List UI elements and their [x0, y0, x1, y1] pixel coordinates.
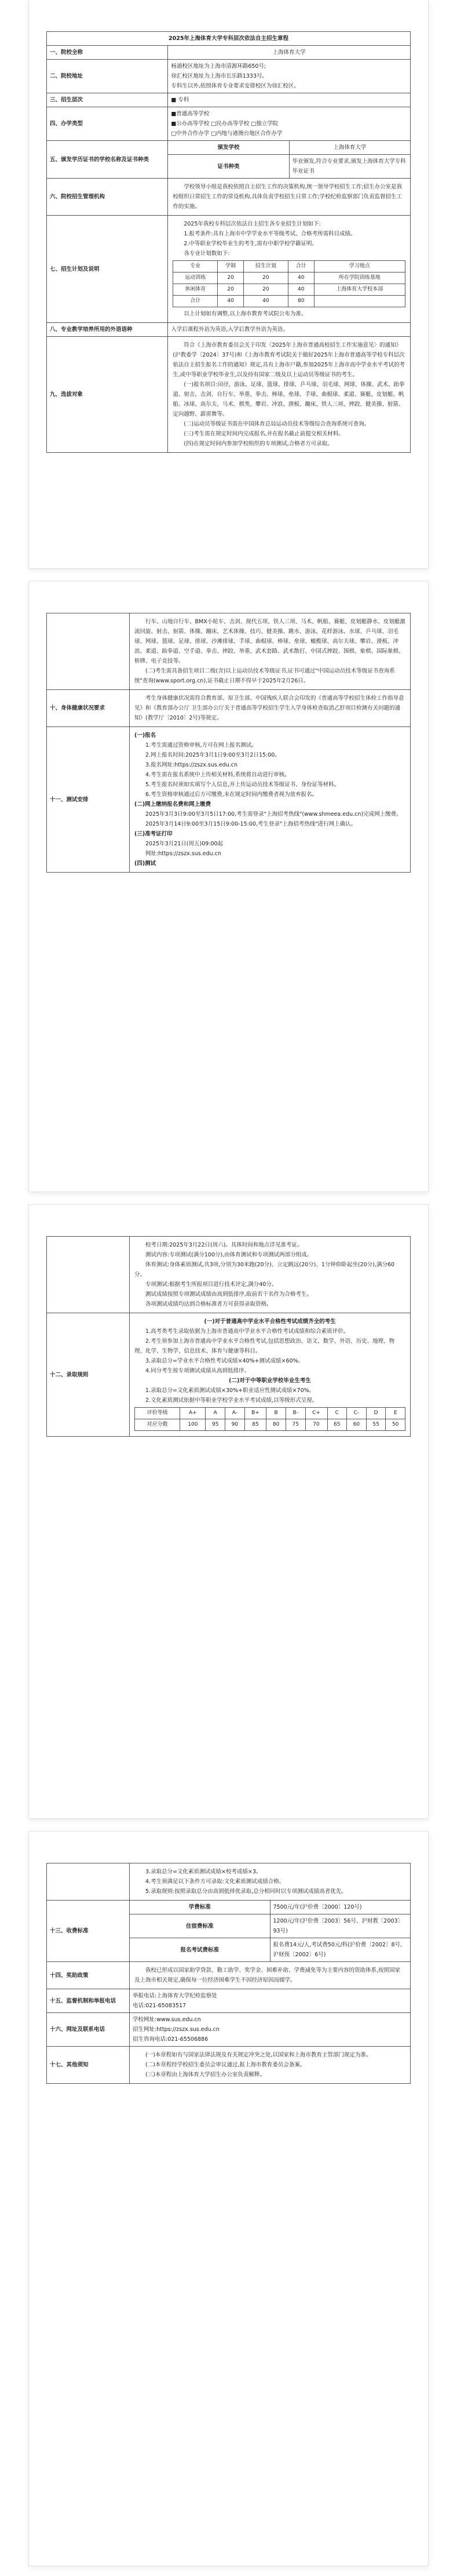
- document-title: 2025年上海体育大学专科层次依法自主招生章程: [47, 32, 411, 46]
- test-paragraph: 校考日期:2025年3月22日(周六)。具体时间和地点详见准考证。: [145, 1242, 303, 1248]
- plan-item: 1.报考条件:具有上海市中学学业水平等级考试、合格考所需科目成绩。: [184, 231, 356, 237]
- test-paragraph: 3.报名网址:https://zszx.sus.edu.cn: [145, 762, 237, 768]
- grade-cell: 75: [286, 1419, 305, 1431]
- plan-cell: 休闲体育: [173, 284, 218, 296]
- grade-cell: 85: [244, 1419, 266, 1431]
- test-paragraph: 专项测试:根据考生所报项目进行技术评定,满分40分。: [145, 1281, 277, 1288]
- contact-line: 学校网址:www.sus.edu.cn: [133, 2017, 201, 2023]
- target-paragraph: (二)运动员等级证书需在中国体育总局运动员技术等级综合查询系统可查询。: [184, 421, 370, 427]
- fee-exam-label: 报名考试费标准: [130, 1938, 270, 1962]
- value-aid: [130, 1962, 411, 1989]
- test-heading: (四)测试: [134, 860, 156, 867]
- admission-paragraph: 2.考生须参加上海市普通高中学业水平合格性考试,包括思想政治、语文、数学、外语、历史、地理、物理、化学、生物学、信息技术、体育与健康等科目。: [134, 1338, 395, 1354]
- row-address: [47, 60, 411, 93]
- label-plan: 七、招生计划及说明: [47, 216, 168, 323]
- plan-cell: 20: [218, 273, 244, 284]
- label-target-cont: [47, 613, 130, 690]
- label-type: 四、办学类型: [47, 107, 168, 141]
- charter-table-page4: [46, 1863, 411, 2084]
- grade-table: [134, 1407, 405, 1431]
- label-level: 三、招生层次: [47, 93, 168, 107]
- document-page-1: [29, 0, 428, 568]
- label-test-cont: [47, 1237, 130, 1313]
- type-option-line: ■普通高等学校: [171, 111, 210, 117]
- value-address: [168, 60, 411, 93]
- row-supervision: [47, 1989, 411, 2013]
- target-paragraph: 行车、山地自行车、BMX小轮车、击剑、现代五项、铁人三项、马术、帆船、赛艇、皮划艇静水、皮划艇激流回旋、射击、射箭、体操、蹦床、艺术体操、技巧、健美操、跳水、游泳、花样游泳、水球、乒乓球、羽毛球、网球、篮球、足球、排球、沙滩排球、手球、曲棍球、棒球、垒球、橄榄球、高尔夫球、攀岩、滑板、冲浪、柔道、跆拳道、空手道、拳击、摔跤、举重、武术套路、武术散打、中国式摔跤、围棋、象棋、国际象棋、桥牌、电子竞技等。: [134, 619, 405, 664]
- contact-line: 招生网址:https://zszx.sus.edu.cn: [133, 2026, 220, 2033]
- label-supervision: 十五、监督机制和举报电话: [47, 1989, 130, 2013]
- supervision-line: 电话:021-65083517: [133, 2003, 187, 2009]
- sublabel-school: 颁发学校: [168, 141, 289, 155]
- grade-cell: 50: [386, 1419, 405, 1431]
- admission-paragraph: 3.录取总分=学业水平合格性考试成绩×40%+测试成绩×60%。: [145, 1358, 304, 1364]
- target-paragraph: (一)报名项目:田径、游泳、足球、篮球、排球、乒乓球、羽毛球、网球、体操、武术、跆拳道、射击、击剑、自行车、举重、拳击、棒球、垒球、手球、曲棍球、柔道、赛艇、皮划艇、帆船、冰球、高尔夫、马术、棋类、攀岩、冲浪、滑板、蹦床、铁人三项、摔跤、健美操、射箭、定向越野、霹雳舞等。: [173, 382, 405, 417]
- grade-cell: B+: [244, 1408, 266, 1419]
- row-contact: [47, 2013, 411, 2047]
- admission-heading: (二)对于中等职业学校毕业生考生: [229, 1378, 311, 1384]
- target-paragraph: 符合《上海市教育委员会关于印发〈2025年上海市普通高校招生工作实施意见〉的通知》(沪教委学〔2024〕37号)和《上海市教育考试院关于做好2025年上海市普通高等学校专科层次依法自主招生报名工作的通知》规定,具有上海市户籍,参加2025年上海市高中学业水平考试的考生,或中等职业学校毕业生,以及持有国家二级及以上运动员等级证书的考生。: [173, 342, 405, 378]
- row-certificate-school: [47, 141, 411, 155]
- fee-housing-label: 住宿费标准: [130, 1914, 270, 1938]
- label-contact: 十六、网址及联系电话: [47, 2013, 130, 2047]
- plan-cell: 20: [218, 284, 244, 296]
- label-other: 十七、其他须知: [47, 2047, 130, 2084]
- grade-cell: C-: [347, 1408, 367, 1419]
- test-paragraph: 2025年3月14日9:00至3月15日9:00-15:00,考生登录"上海招考热线"进行网上确认。: [145, 821, 357, 827]
- row-other: [47, 2047, 411, 2084]
- label-address: 二、院校地址: [47, 60, 168, 93]
- plan-table-row: [173, 296, 405, 307]
- row-admin: [47, 179, 411, 216]
- value-target: [168, 337, 411, 453]
- admission-paragraph: 4.考生须满足以下条件方可录取:文化素质测试成绩合格。: [145, 1879, 285, 1885]
- grade-cell: C: [327, 1408, 347, 1419]
- charter-table-page3: [46, 1236, 411, 1437]
- grade-cell: E: [386, 1408, 405, 1419]
- health-paragraph: 考生身体健康状况需符合教育部、原卫生部、中国残疾人联合会印发的《普通高等学校招生体检工作指导意见》和《教育部办公厅 卫生部办公厅关于普通高等学校招生学生入学身体检查取消乙肝项目检测有关问题的通知》(教学厅〔2010〕2号)等规定。: [134, 695, 404, 721]
- plan-cell: 40: [288, 284, 314, 296]
- label-health: 十、身体健康状况要求: [47, 690, 130, 727]
- label-admin: 六、院校招生管理机构: [47, 179, 168, 216]
- grade-cell: 65: [327, 1419, 347, 1431]
- test-paragraph: 测试成绩按照专项测试成绩由高到低排序,取前若干名作为合格考生。: [145, 1291, 313, 1298]
- test-paragraph: 6.考生资格审核通过后方可缴费,未在规定时间内缴费者视为放弃报名。: [145, 791, 318, 798]
- grade-cell: D: [366, 1408, 386, 1419]
- plan-note2: 以上计划如有调整,以上海市教育考试院公布为准。: [184, 311, 307, 317]
- grade-cell: 对应分数: [135, 1419, 180, 1431]
- label-certificate: 五、颁发学历证书的学校名称及证书种类: [47, 141, 168, 179]
- row-target-cont: [47, 613, 411, 690]
- plan-cell: 40: [288, 273, 314, 284]
- fee-housing-value: 1200元/年(沪价费〔2003〕56号、沪财教〔2003〕93号): [270, 1914, 411, 1938]
- fee-tuition-value: 7500元/年(沪价费〔2000〕120号): [270, 1901, 411, 1914]
- admission-paragraph: 4.同分考生按专项测试成绩从高到低排序。: [145, 1368, 250, 1374]
- document-page-3: [29, 1205, 428, 1818]
- row-test: [47, 727, 411, 873]
- admission-paragraph: 1.录取总分=文化素质测试成绩×30%+职业适应性测试成绩×70%。: [145, 1387, 315, 1394]
- value-language: 入学后课程外语为英语,入学后教学外语为英语。: [168, 323, 411, 337]
- row-health: [47, 690, 411, 727]
- value-health: [130, 690, 411, 727]
- value-cert-school: 上海体育大学: [289, 141, 410, 155]
- value-school-name: 上海体育大学: [168, 46, 411, 60]
- grade-score-row: [135, 1419, 405, 1431]
- plan-head-cell: 学制: [218, 261, 244, 273]
- admission-heading: (一)对于普通高中学业水平合格性考试成绩齐全的考生: [204, 1318, 336, 1325]
- row-type: [47, 107, 411, 141]
- target-paragraph: (三)考生需在规定时间内完成报名,并在报名截止前提交相关材料。: [184, 431, 344, 437]
- grade-cell: 55: [366, 1419, 386, 1431]
- value-contact: [130, 2013, 411, 2047]
- plan-cell: 20: [243, 284, 288, 296]
- grade-cell: 60: [347, 1419, 367, 1431]
- type-option-line: □中外合作办学 □内地与港澳台地区合作办学: [171, 130, 283, 137]
- plan-intro: 2025年我校专科层次依法自主招生各专业招生计划如下:: [184, 221, 321, 227]
- test-paragraph: 体育测试:身体素质测试,共3项,分别为30米跑(20分)、立定跳远(20分)、1分钟仰卧起坐(20分),满分60分。: [134, 1262, 395, 1278]
- plan-cell: 上海体育大学校本部: [314, 284, 405, 296]
- plan-cell: 20: [243, 273, 288, 284]
- label-test: 十一、测试安排: [47, 727, 130, 873]
- target-paragraph: (二)考生需具备招生项目二级(含)以上运动员技术等级证书,证书可通过"中国运动员技术等级证书查询系统"查询(www.sport.org.cn),证书截止日期不得早于2025年2月26日。: [134, 668, 395, 684]
- document-page-2: [29, 582, 428, 1191]
- value-test: [130, 727, 411, 873]
- test-heading: (三)准考证打印: [134, 831, 173, 837]
- test-paragraph: 各项测试成绩均达到合格标准者方可获得录取资格。: [145, 1301, 272, 1307]
- grade-cell: 80: [266, 1419, 286, 1431]
- row-language: [47, 323, 411, 337]
- value-supervision: [130, 1989, 411, 2013]
- value-level: ■ 专科: [168, 93, 411, 107]
- value-admission-cont: [130, 1863, 411, 1901]
- test-paragraph: 网址:https://zszx.sus.edu.cn: [145, 851, 221, 857]
- row-admission: [47, 1313, 411, 1437]
- grade-cell: 100: [180, 1419, 206, 1431]
- plan-cell: 80: [288, 296, 314, 307]
- plan-head-cell: 合计: [288, 261, 314, 273]
- row-school-name: [47, 46, 411, 60]
- value-cert-type: 毕业颁发,符合专业要求,颁发上海体育大学专科毕业证书: [289, 155, 410, 179]
- fee-exam-value: 报名费14元/人,考试费50元/科(沪价费〔2002〕8号,沪财预〔2002〕6号): [270, 1938, 411, 1962]
- plan-note: 各专业计划数如下:: [184, 250, 230, 257]
- target-paragraph: (四)在规定时间内参加学校组织的专项测试,合格者方可录取。: [184, 441, 333, 447]
- other-paragraph: (一)本章程如有与国家法律法规及有关规定冲突之处,以国家和上海市教育主管部门规定为准。: [145, 2052, 372, 2058]
- plan-table-row: [173, 284, 405, 296]
- label-language: 八、专业教学培养所用的外语语种: [47, 323, 168, 337]
- plan-cell: 40: [243, 296, 288, 307]
- sublabel-cert-type: 证书种类: [168, 155, 289, 179]
- plan-cell: 所在学院训练基地: [314, 273, 405, 284]
- grade-cell: B-: [286, 1408, 305, 1419]
- plan-head-cell: 专业: [173, 261, 218, 273]
- test-paragraph: 2025年3月21日(周五)09:00起: [145, 841, 224, 847]
- admin-paragraph: 学校领导小组是我校依照自主招生工作的决策机构,统一领导学校招生工作;招生办公室是我校组织日常招生工作的常设机构,具体负责学校招生日常工作;学校纪检监察部门负责监督招生工作的实施。: [173, 184, 403, 210]
- fee-tuition-label: 学费标准: [130, 1901, 270, 1914]
- row-test-cont: [47, 1237, 411, 1313]
- test-paragraph: 1.考生需通过资格审核,方可在网上报名测试。: [145, 742, 257, 749]
- grade-cell: C+: [305, 1408, 327, 1419]
- label-admission: 十二、录取规则: [47, 1313, 130, 1437]
- grade-cell: A+: [180, 1408, 206, 1419]
- grade-cell: 95: [206, 1419, 225, 1431]
- admission-paragraph: 5.录取规则:按照录取总分由高到低择优录取,总分相同时以专项测试成绩高者优先。: [145, 1888, 347, 1895]
- value-plan: [168, 216, 411, 323]
- grade-cell: A: [206, 1408, 225, 1419]
- type-option-line: ■公办高等学校 □民办高等学校 □独立学院: [171, 121, 279, 127]
- grade-cell: 70: [305, 1419, 327, 1431]
- grade-cell: 评价等级: [135, 1408, 180, 1419]
- charter-table-page2: [46, 613, 411, 873]
- address-line: 徐汇校区地址为上海市长乐路1333号。: [171, 73, 268, 79]
- test-heading: (二)网上缴纳报名费和网上缴费: [134, 801, 211, 808]
- admission-paragraph: 2.文化素质测试依据中等职业学校学业水平考试成绩,以等级形式呈现。: [145, 1397, 318, 1404]
- other-paragraph: (三)本章程由上海体育大学招生办公室负责解释。: [145, 2072, 265, 2078]
- row-admission-cont: [47, 1863, 411, 1901]
- value-target-cont: [130, 613, 411, 690]
- test-paragraph: 5.考生报名时须如实填写个人信息,并上传运动员技术等级证书、身份证等材料。: [145, 782, 340, 788]
- test-heading: (一)报名: [134, 732, 156, 739]
- plan-table: [173, 260, 405, 307]
- value-admission: [130, 1313, 411, 1437]
- test-paragraph: 测试内容:专项测试(满分100分),由体育测试和专项测试两部分组成。: [145, 1252, 313, 1258]
- row-fee-tuition: [47, 1901, 411, 1914]
- charter-table-page1: [46, 31, 411, 453]
- other-paragraph: (二)本章程经学校招生委员会审议通过,报上海市教育委员会备案。: [145, 2062, 306, 2068]
- row-aid: [47, 1962, 411, 1989]
- grade-head-row: [135, 1408, 405, 1419]
- label-admission-cont: [47, 1863, 130, 1901]
- plan-cell: 合计: [173, 296, 218, 307]
- address-line: 专科生以外,依照体育专业要求安排校区为徐汇校区。: [171, 83, 299, 89]
- plan-cell: 40: [218, 296, 244, 307]
- grade-cell: A-: [225, 1408, 245, 1419]
- value-admin: [168, 179, 411, 216]
- value-other: [130, 2047, 411, 2084]
- label-target: 九、选拔对象: [47, 337, 168, 453]
- value-type: [168, 107, 411, 141]
- value-test-cont: [130, 1237, 411, 1313]
- grade-cell: 90: [225, 1419, 245, 1431]
- admission-paragraph: 1.高考类考生录取依据为上海市普通高中学业水平合格性考试成绩和综合素质评价。: [145, 1328, 349, 1335]
- supervision-line: 举报电话:上海体育大学纪检监察处: [133, 1993, 217, 1999]
- contact-line: 招生咨询电话:021-65506886: [133, 2036, 209, 2043]
- label-aid: 十四、奖助政策: [47, 1962, 130, 1989]
- grade-cell: B: [266, 1408, 286, 1419]
- plan-head-cell: 学习地点: [314, 261, 405, 273]
- address-line: 杨浦校区地址为上海市清源环路650号;: [171, 63, 266, 70]
- row-target: [47, 337, 411, 453]
- row-level: [47, 93, 411, 107]
- test-paragraph: 2.网上报名时间:2025年3月1日9:00至3月2日15:00。: [145, 752, 280, 758]
- plan-table-head: [173, 261, 405, 273]
- aid-paragraph: 我校已形成以国家助学贷款、勤工助学、奖学金、困难补助、学费减免等为主要内容的资助体系,按照国家及上海市相关规定,确保每一位经济困难学生不因经济原因而辍学。: [134, 1967, 401, 1983]
- plan-cell: 运动训练: [173, 273, 218, 284]
- plan-head-cell: 招生计划: [243, 261, 288, 273]
- plan-cell: [314, 296, 405, 307]
- test-paragraph: 4.考生需在报名系统中上传相关材料,系统将自动进行审核。: [145, 772, 290, 778]
- label-school-name: 一、院校全称: [47, 46, 168, 60]
- admission-paragraph: 3.录取总分=文化素质测试成绩×校考成绩×3。: [145, 1869, 262, 1875]
- document-page-4: [29, 1832, 428, 2566]
- plan-table-row: [173, 273, 405, 284]
- row-plan: [47, 216, 411, 323]
- label-fees: 十三、收费标准: [47, 1901, 130, 1962]
- test-paragraph: 2025年3月3日9:00至3月5日17:00,考生需登录"上海招考热线"(www.shmeea.edu.cn)完成网上缴费。: [145, 811, 402, 818]
- plan-item: 2.中等职业学校毕业生的考生,需有中职学校学籍证明。: [184, 241, 317, 247]
